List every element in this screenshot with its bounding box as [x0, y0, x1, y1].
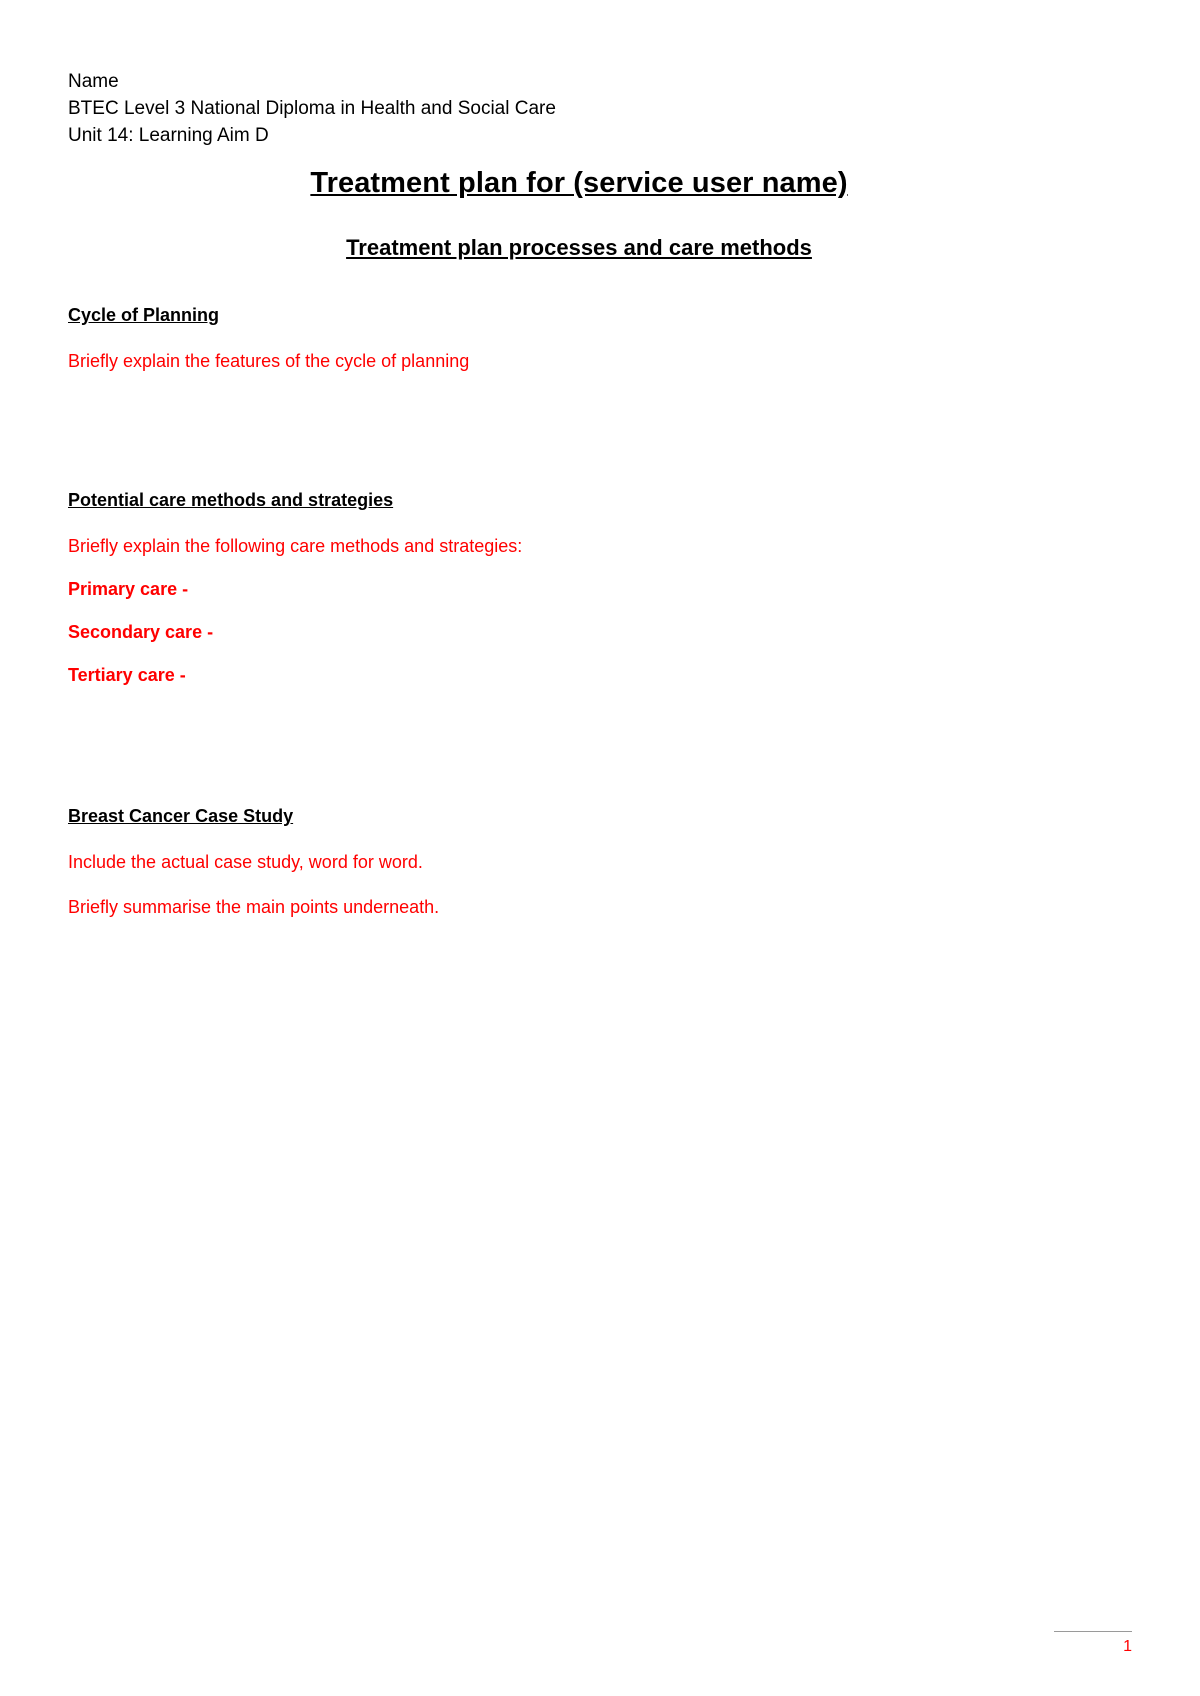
list-item-tertiary-care: Tertiary care -	[68, 665, 186, 685]
instruction-potential-care-methods: Briefly explain the following care methods and strategies:	[68, 536, 523, 556]
footer-divider	[1054, 1631, 1132, 1632]
course-line: BTEC Level 3 National Diploma in Health and Social Care	[68, 98, 556, 119]
unit-line: Unit 14: Learning Aim D	[68, 125, 269, 146]
instruction-cycle-of-planning: Briefly explain the features of the cycle of planning	[68, 351, 470, 371]
document-header	[68, 68, 1090, 149]
instruction-case-study-summary: Briefly summarise the main points underneath.	[68, 897, 440, 917]
section-heading-cycle-of-planning: Cycle of Planning	[68, 305, 220, 325]
section-heading-breast-cancer-case-study: Breast Cancer Case Study	[68, 806, 294, 826]
instruction-case-study-verbatim: Include the actual case study, word for word.	[68, 852, 423, 872]
list-item-secondary-care: Secondary care -	[68, 622, 214, 642]
page-number: 1	[1123, 1638, 1132, 1655]
section-heading-potential-care-methods: Potential care methods and strategies	[68, 490, 394, 510]
page-title: Treatment plan for (service user name)	[310, 167, 848, 199]
student-name-line: Name	[68, 71, 119, 92]
list-item-primary-care: Primary care -	[68, 579, 189, 599]
page-footer	[1054, 1631, 1132, 1656]
page-subtitle: Treatment plan processes and care methods	[346, 235, 812, 260]
